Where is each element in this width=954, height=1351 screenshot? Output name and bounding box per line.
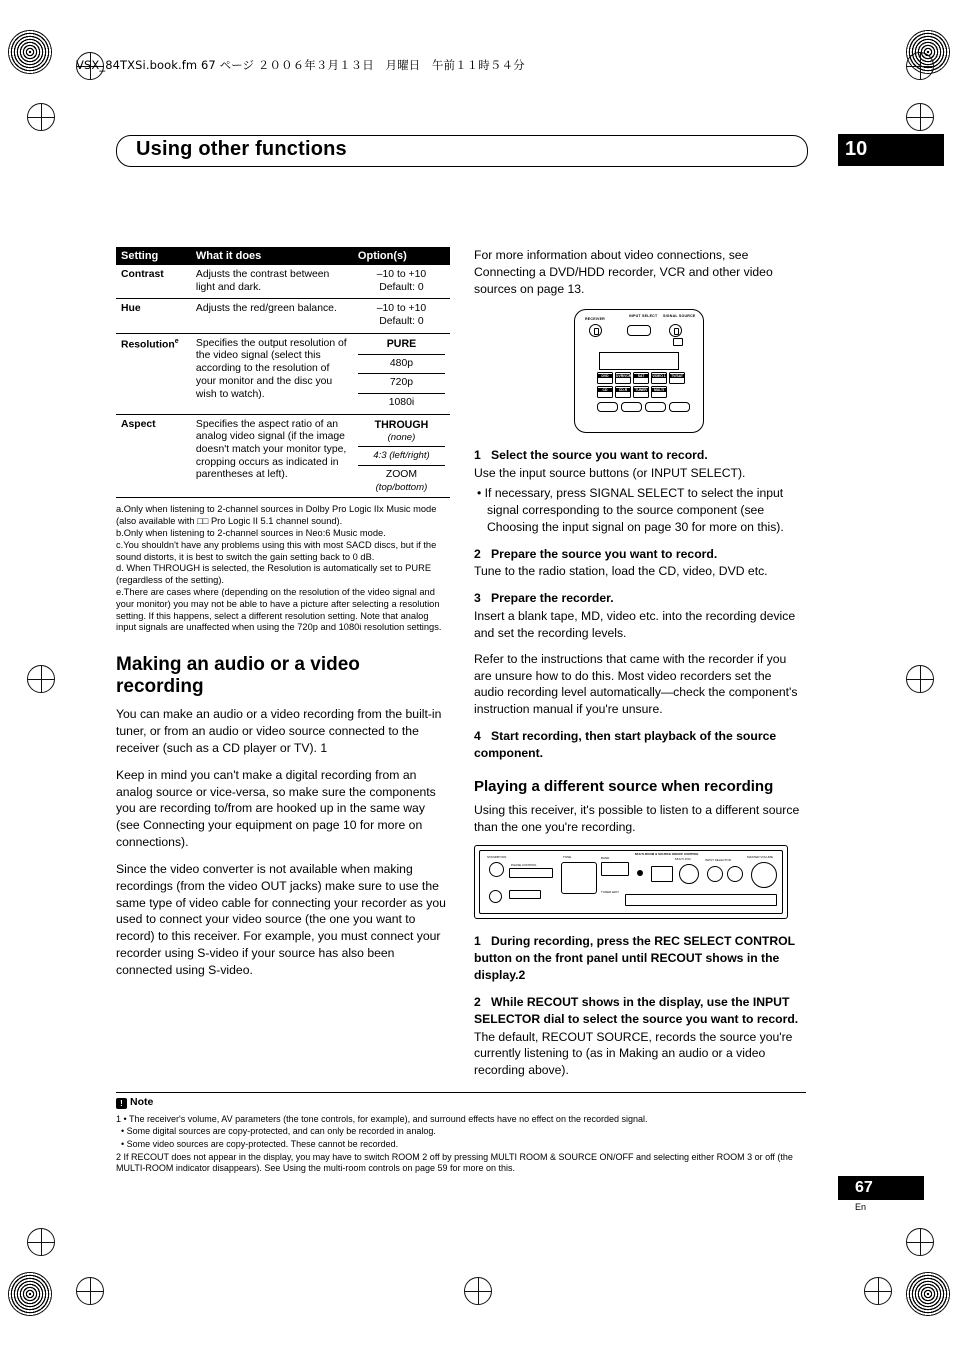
step2-2-title: While RECOUT shows in the display, use the INPUT SELECTOR dial to select the source you want to record. bbox=[474, 994, 799, 1026]
label-multi-jog: MULTI JOG bbox=[675, 857, 691, 862]
setting-name-footnote-ref: e bbox=[174, 337, 179, 345]
page-language: En bbox=[855, 1202, 867, 1212]
indicator-box bbox=[673, 338, 683, 346]
label-input-select: INPUT SELECT bbox=[629, 314, 658, 319]
registration-mark-left-upper bbox=[27, 103, 55, 131]
paragraph: Since the video converter is not available when making recordings (from the video OUT jacks) make sure to use the same type of video cable for connecting your recorder as you used to connect your video source (the one you want to record) to this receiver. For example, you must connect your recorder using S-video if your source has also been connected using S-video. bbox=[116, 861, 446, 977]
registration-mark-right-upper bbox=[906, 103, 934, 131]
setting-options bbox=[353, 333, 450, 414]
source-button-cdr-label: CD-R bbox=[616, 388, 630, 392]
option-main: THROUGH bbox=[374, 418, 429, 431]
registration-mark-left-mid bbox=[27, 665, 55, 693]
page-title: Using other functions bbox=[136, 138, 347, 160]
left-column bbox=[116, 247, 450, 989]
setting-desc: Specifies the output resolution of the video signal (select this according to the resolution of your monitor and the disc you wish to watch). bbox=[191, 333, 353, 414]
setting-desc: Adjusts the red/green balance. bbox=[191, 299, 353, 333]
label-receiver: RECEIVER bbox=[585, 317, 605, 322]
tone-control-cluster[interactable] bbox=[561, 862, 597, 894]
source-button-multi[interactable] bbox=[651, 386, 667, 398]
source-button-cdr[interactable] bbox=[615, 386, 631, 398]
step-4-title: Start recording, then start playback of the source component. bbox=[474, 729, 777, 760]
source-button-dvd-label: DVD bbox=[598, 374, 612, 378]
label-master-volume: MASTER VOLUME bbox=[747, 855, 774, 860]
remote-button-row3-d[interactable] bbox=[669, 402, 690, 412]
settings-table bbox=[116, 247, 450, 497]
remote-lcd-display bbox=[599, 352, 679, 370]
label-standby-on: STANDBY/ON bbox=[487, 855, 507, 860]
setting-name: Contrast bbox=[121, 269, 164, 280]
option-sub: Default: 0 bbox=[379, 316, 424, 328]
option-main: 480p bbox=[358, 354, 445, 371]
source-button-sat-label: SAT bbox=[634, 374, 648, 378]
source-button-dvr-vcr[interactable] bbox=[615, 372, 631, 384]
step-1-bullet: • If necessary, press SIGNAL SELECT to select the input signal corresponding to the source component (see Choosing the input signal on page 30 for more on this). bbox=[477, 486, 784, 534]
step-2-head bbox=[474, 546, 804, 563]
subsection-heading-playing-different-source: Playing a different source when recording bbox=[474, 777, 774, 795]
step-1-number: 1 bbox=[474, 448, 481, 463]
option-sub-text: (left/right) bbox=[389, 450, 430, 462]
recording-steps bbox=[474, 447, 804, 761]
registration-mark-left-lower bbox=[27, 1228, 55, 1256]
label-input-selector: INPUT SELECTOR bbox=[705, 858, 731, 863]
remote-button-row3-c[interactable] bbox=[645, 402, 666, 412]
label-tone: TONE bbox=[563, 855, 572, 860]
step-1-title: Select the source you want to record. bbox=[491, 448, 708, 463]
footnote-e: e.There are cases where (depending on the resolution of the video signal and your monitor) you may not be able to have a picture after selecting a resolution setting. If this happens, select a different resolution setting. Note that analog input signals are unaffected when using the 720p and 1080i resolution settings. bbox=[116, 587, 442, 633]
option-main-text: 4:3 bbox=[373, 450, 387, 462]
footnote-b: b.Only when listening to 2-channel sources in Neo:6 Music mode. bbox=[116, 528, 386, 539]
registration-mark-bottom-left bbox=[76, 1277, 104, 1305]
registration-mark-right-lower bbox=[906, 1228, 934, 1256]
setting-name: Aspect bbox=[116, 414, 191, 497]
phase-control-button[interactable] bbox=[509, 868, 553, 878]
table-row bbox=[116, 414, 450, 497]
paragraph: Keep in mind you can't make a digital recording from an analog source or vice-versa, so make sure the components you are recording to/from are hooked up in the same way (see Connecting your equipment on page 10 for more on connections). bbox=[116, 767, 436, 850]
footnotes bbox=[116, 504, 450, 634]
registration-mark-top-right bbox=[906, 52, 934, 80]
step2-2-head bbox=[474, 994, 804, 1028]
label-phase-control: PHASE CONTROL bbox=[511, 863, 537, 868]
step-3-number: 3 bbox=[474, 591, 481, 606]
step-3-title: Prepare the recorder. bbox=[491, 591, 614, 606]
source-button-dvr-vcr-label: DVR/VCR bbox=[616, 374, 632, 379]
col-options: Option(s) bbox=[353, 247, 450, 265]
panel-button-band[interactable] bbox=[601, 862, 629, 876]
setting-name bbox=[116, 333, 191, 414]
step-3-body: Insert a blank tape, MD, video etc. into the recording device and set the recording levels. bbox=[474, 609, 796, 640]
recording-steps-2 bbox=[474, 933, 804, 1079]
note-title: Note bbox=[130, 1096, 154, 1108]
note-rule bbox=[116, 1092, 806, 1093]
source-button-video1[interactable] bbox=[651, 372, 667, 384]
label-signal-source: SIGNAL SOURCE bbox=[663, 314, 696, 319]
crop-mark-top-left bbox=[8, 30, 52, 74]
option-main bbox=[358, 446, 445, 462]
input-select-button[interactable] bbox=[627, 325, 651, 336]
step2-1-number: 1 bbox=[474, 934, 481, 949]
registration-mark-right-mid bbox=[906, 665, 934, 693]
option-main: 1080i bbox=[358, 393, 445, 410]
source-button-sat[interactable] bbox=[633, 372, 649, 384]
option-main: PURE bbox=[386, 337, 417, 350]
note-item: 1 • The receiver's volume, AV parameters (the tone controls, for example), and surround effects have no effect on the recorded signal. bbox=[116, 1113, 648, 1124]
step-3-body-2: Refer to the instructions that came with the recorder if you are unsure how to do this. Most video recorders set the audio recording level automatically—check the component's instruction manual if you're unsure. bbox=[474, 651, 798, 717]
option-main-text: ZOOM bbox=[385, 469, 418, 481]
footnote-c: c.You shouldn't have any problems using this with most SACD discs, but if the sound distorts, it is best to switch the gain setting back to 0 dB. bbox=[116, 539, 437, 562]
file-header-line: VSX_84TXSi.book.fm 67 ページ ２００６年３月１３日 月曜日 午前１１時５４分 bbox=[76, 58, 525, 72]
table-row bbox=[116, 265, 450, 299]
option-main: –10 to +10 bbox=[376, 269, 427, 280]
setting-name: Hue bbox=[116, 299, 191, 333]
note-icon: ! bbox=[116, 1098, 127, 1109]
step-4-head bbox=[474, 728, 804, 762]
source-button-cd-label: CD bbox=[598, 388, 612, 392]
source-button-cd[interactable] bbox=[597, 386, 613, 398]
panel-display-window bbox=[651, 866, 673, 882]
receiver-knob-icon[interactable] bbox=[589, 324, 602, 337]
label-band: BAND bbox=[601, 856, 610, 861]
setting-options bbox=[353, 265, 450, 299]
source-button-multi-label: MULTI bbox=[653, 388, 665, 393]
registration-mark-bottom-right bbox=[864, 1277, 892, 1305]
source-button-tuner[interactable] bbox=[633, 386, 649, 398]
page-number: 67 bbox=[855, 1179, 873, 1196]
step2-2-body: The default, RECOUT SOURCE, records the source you're currently listening to (as in Making an audio or a video recording above). bbox=[474, 1029, 793, 1078]
note-item: 2 If RECOUT does not appear in the display, you may have to switch ROOM 2 off by pressing MULTI ROOM & SOURCE ON/OFF and selecting either ROOM 3 or off (the MULTI-ROOM indicator disappears). See Using the multi-room controls on page 59 for more on this. bbox=[116, 1151, 793, 1174]
source-button-tuner-label: TUNER bbox=[635, 388, 647, 393]
footnote-d: d. When THROUGH is selected, the Resolution is automatically set to PURE (regardless of the setting). bbox=[116, 563, 432, 586]
step-2-number: 2 bbox=[474, 546, 481, 561]
source-button-video1-label: VIDEO 1 bbox=[652, 374, 666, 379]
label-multi-room-source-control: MULTI-ROOM & SOURCE ON/OFF CONTROL bbox=[635, 852, 699, 857]
step-1-bullet-text: If necessary, press SIGNAL SELECT to select the input signal corresponding to the source component (see Choosing the input signal on page 30 for more on this). bbox=[484, 486, 784, 534]
setting-options bbox=[353, 414, 450, 497]
table-row bbox=[116, 299, 450, 333]
option-sub-text: (top/bottom) bbox=[375, 481, 428, 493]
col-setting: Setting bbox=[116, 247, 191, 265]
step-4-number: 4 bbox=[474, 729, 481, 744]
step-1-head bbox=[474, 447, 804, 464]
registration-mark-bottom-center bbox=[464, 1277, 492, 1305]
panel-lower-strip bbox=[625, 894, 777, 906]
front-panel-illustration bbox=[474, 845, 788, 919]
table-row bbox=[116, 333, 450, 414]
remote-control-illustration bbox=[574, 309, 704, 433]
table-header-row bbox=[116, 247, 450, 265]
subsection-intro: Using this receiver, it's possible to listen to a different source than the one you're recording. bbox=[474, 802, 800, 834]
signal-source-knob-icon[interactable] bbox=[669, 324, 682, 337]
label-tuner-edit: TUNER EDIT bbox=[601, 890, 619, 895]
option-sub: (none) bbox=[387, 431, 416, 443]
note-header bbox=[116, 1096, 816, 1110]
option-main bbox=[358, 465, 445, 493]
col-what-it-does: What it does bbox=[191, 247, 353, 265]
setting-desc: Adjusts the contrast between light and dark. bbox=[195, 269, 330, 293]
step2-1-title: During recording, press the REC SELECT CONTROL button on the front panel until RECOUT shows in the display.2 bbox=[474, 934, 795, 983]
remote-button-row3-a[interactable] bbox=[597, 402, 618, 412]
option-main: –10 to +10 bbox=[376, 303, 427, 315]
setting-name-text: Resolution bbox=[121, 339, 175, 351]
source-button-tv-sat-label: TV/SAT bbox=[671, 374, 683, 379]
setting-desc: Specifies the aspect ratio of an analog video signal (if the image doesn't match your monitor type, cropping occurs as indicated in parentheses at left). bbox=[191, 414, 353, 497]
option-sub: Default: 0 bbox=[379, 281, 424, 293]
table-bottom-rule bbox=[116, 497, 450, 498]
step-2-title: Prepare the source you want to record. bbox=[491, 546, 718, 561]
right-column bbox=[474, 247, 804, 1079]
note-item: • Some digital sources are copy-protected, and can only be recorded in analog. bbox=[121, 1126, 436, 1137]
source-button-dvd[interactable] bbox=[597, 372, 613, 384]
panel-button-lower[interactable] bbox=[509, 890, 541, 899]
paragraph-intro: For more information about video connections, see Connecting a DVD/HDD recorder, VCR and other video sources on page 13. bbox=[474, 248, 773, 296]
remote-button-row3-b[interactable] bbox=[621, 402, 642, 412]
note-item: • Some video sources are copy-protected. These cannot be recorded. bbox=[121, 1139, 399, 1150]
setting-options bbox=[353, 299, 450, 333]
step2-1-head bbox=[474, 933, 804, 983]
option-main: 720p bbox=[358, 373, 445, 390]
paragraph: You can make an audio or a video recording from the built-in tuner, or from an audio or video source connected to the receiver (such as a CD player or TV). 1 bbox=[116, 707, 442, 755]
step-1-body: Use the input source buttons (or INPUT SELECT). bbox=[474, 466, 746, 481]
note-body bbox=[116, 1114, 816, 1175]
chapter-number: 10 bbox=[845, 138, 868, 160]
section-heading-recording: Making an audio or a video recording bbox=[116, 654, 360, 698]
step-2-body: Tune to the radio station, load the CD, video, DVD etc. bbox=[474, 564, 768, 579]
crop-mark-bottom-right bbox=[906, 1272, 950, 1316]
crop-mark-bottom-left bbox=[8, 1272, 52, 1316]
page-number-badge bbox=[838, 1176, 924, 1200]
step-3-head bbox=[474, 590, 804, 607]
step2-2-number: 2 bbox=[474, 994, 481, 1009]
note-block bbox=[116, 1096, 816, 1176]
source-button-tv-sat[interactable] bbox=[669, 372, 685, 384]
footnote-a: a.Only when listening to 2-channel sources in Dolby Pro Logic IIx Music mode (also available with □□ Pro Logic II 5.1 channel sound). bbox=[116, 504, 437, 527]
